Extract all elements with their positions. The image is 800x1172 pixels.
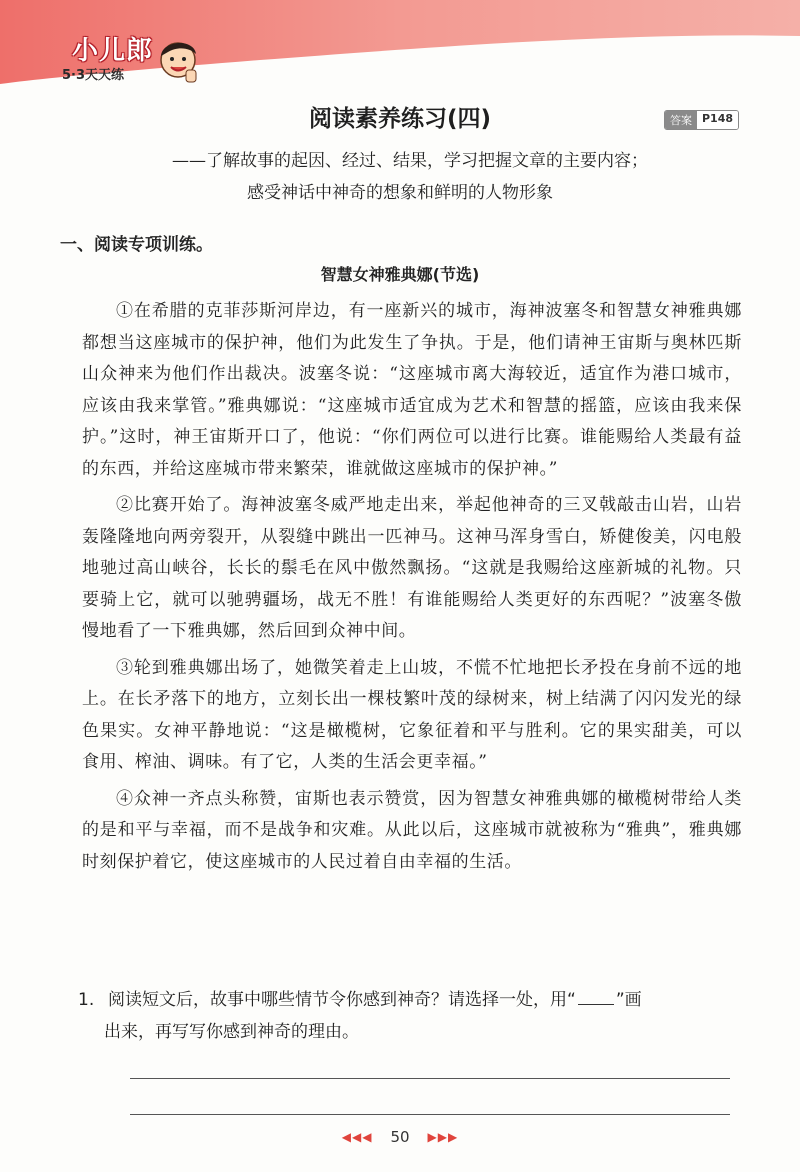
passage-paragraph-3: ③轮到雅典娜出场了，她微笑着走上山坡，不慌不忙地把长矛投在身前不远的地上。在长矛落下的地方，立刻长出一棵枝繁叶茂的绿树来，树上结满了闪闪发光的绿色果实。女神平静地说：“这是橄榄树，它象征着和平与胜利。它的果实甜美，可以食用、榨油、调味。有了它，人类的生活会更幸福。” — [82, 657, 742, 772]
brand-logo — [56, 30, 206, 100]
subtitle-line-1: ——了解故事的起因、经过、结果，学习把握文章的主要内容； — [172, 151, 648, 171]
brand-subtitle: 5·3天天练 — [62, 68, 125, 83]
question-text-after-blank: ”画 — [615, 990, 642, 1010]
left-arrows-icon: ◀◀◀ — [341, 1130, 373, 1144]
passage-title: 智慧女神雅典娜(节选) — [320, 265, 480, 284]
answer-writing-line-1[interactable] — [130, 1078, 730, 1079]
answer-reference-tag — [664, 110, 739, 130]
answer-writing-line-2[interactable] — [130, 1114, 730, 1115]
page-number: 50 — [390, 1128, 410, 1146]
mascot-boy-icon — [156, 32, 202, 84]
subtitle-line-2: 感受神话中神奇的想象和鲜明的人物形象 — [247, 183, 553, 203]
question-1 — [78, 984, 742, 1048]
passage-paragraph-4: ④众神一齐点头称赞，宙斯也表示赞赏，因为智慧女神雅典娜的橄榄树带给人类的是和平与幸福，而不是战争和灾难。从此以后，这座城市就被称为“雅典”，雅典娜时刻保护着它，使这座城市的人民过着自由幸福的生活。 — [82, 788, 742, 872]
passage-paragraph-2: ②比赛开始了。海神波塞冬威严地走出来，举起他神奇的三叉戟敲击山岩，山岩轰隆隆地向两旁裂开，从裂缝中跳出一匹神马。这神马浑身雪白，矫健俊美，闪电般地驰过高山峡谷，长长的鬃毛在风中傲然飘扬。“这就是我赐给这座新城的礼物。只要骑上它，就可以驰骋疆场，战无不胜！有谁能赐给人类更好的东西呢？”波塞冬傲慢地看了一下雅典娜，然后回到众神中间。 — [82, 495, 742, 641]
passage-body — [82, 296, 742, 883]
section-heading: 一、阅读专项训练。 — [60, 235, 213, 255]
passage-paragraph-1: ①在希腊的克菲莎斯河岸边，有一座新兴的城市，海神波塞冬和智慧女神雅典娜都想当这座城市的保护神，他们为此发生了争执。于是，他们请神王宙斯与奥林匹斯山众神来为他们作出裁决。波塞冬说：“这座城市离大海较近，适宜作为港口城市，应该由我来掌管。”雅典娜说：“这座城市适宜成为艺术和智慧的摇篮，应该由我来保护。”这时，神王宙斯开口了，他说：“你们两位可以进行比赛。谁能赐给人类最有益的东西，并给这座城市带来繁荣，谁就做这座城市的保护神。” — [82, 301, 742, 479]
page-footer — [0, 1128, 800, 1146]
underline-blank — [578, 988, 614, 1005]
question-number: 1. — [78, 990, 95, 1010]
question-line-2: 出来，再写写你感到神奇的理由。 — [104, 1022, 359, 1042]
page-title: 阅读素养练习(四) — [308, 106, 492, 132]
brand-title: 小儿郎 — [72, 36, 154, 66]
answer-page: P148 — [697, 111, 738, 129]
right-arrows-icon: ▶▶▶ — [427, 1130, 459, 1144]
question-line-1 — [78, 984, 742, 1016]
answer-label: 答案 — [665, 111, 697, 129]
question-text-before-blank: 阅读短文后，故事中哪些情节令你感到神奇？请选择一处，用“ — [108, 990, 576, 1010]
